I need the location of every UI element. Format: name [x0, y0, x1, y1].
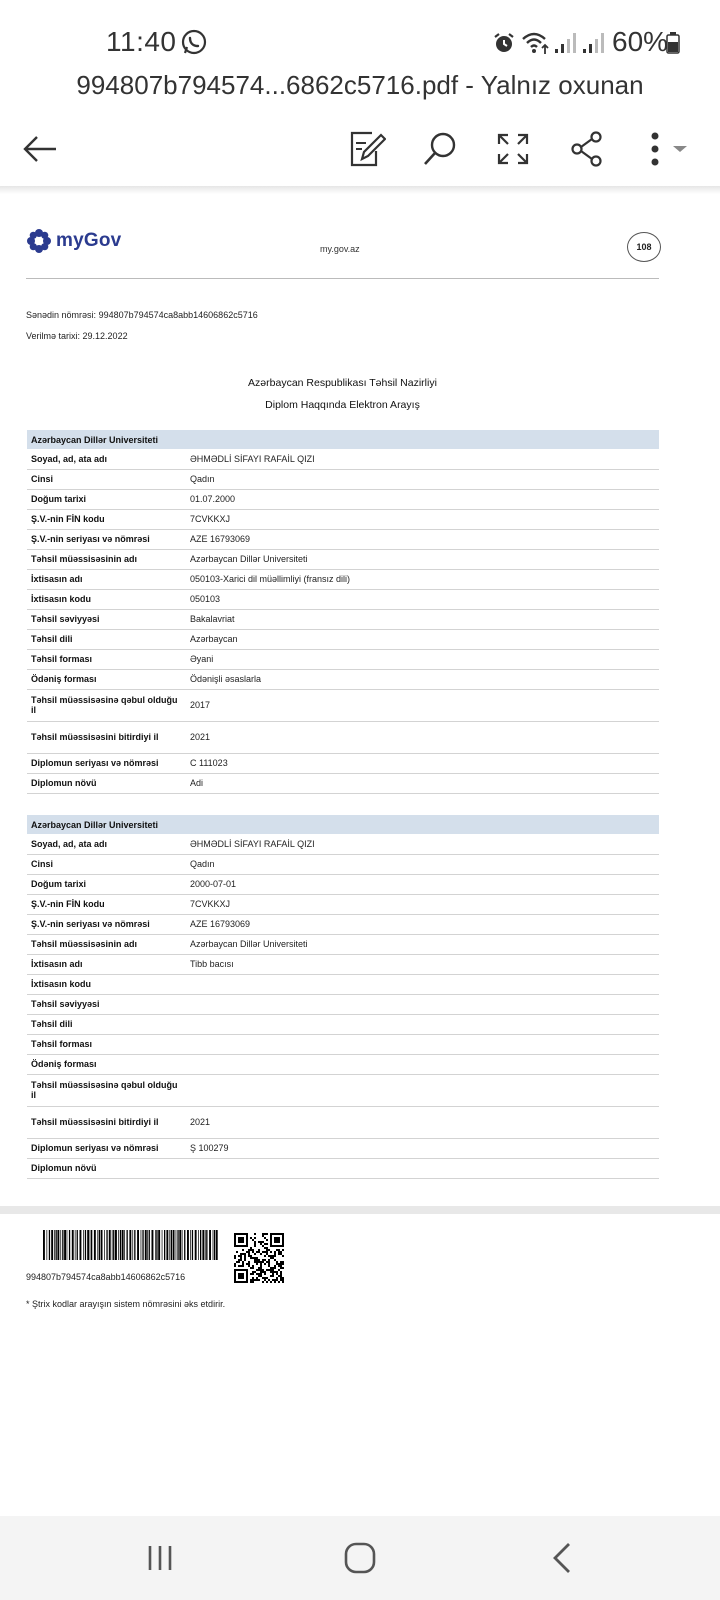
edit-button[interactable] [343, 125, 391, 173]
table-row [27, 549, 659, 569]
row-value: 050103-Xarici dil müəllimliyi (fransız dili) [185, 569, 659, 589]
document-title: 994807b794574...6862c5716.pdf - Yalnız oxunan [76, 70, 644, 100]
row-label: Cinsi [27, 854, 185, 874]
table-row [27, 669, 659, 689]
home-button[interactable] [336, 1536, 384, 1580]
row-value [185, 1054, 659, 1074]
row-label: Doğum tarixi [27, 489, 185, 509]
issue-date-label: Verilmə tarixi: [26, 331, 81, 341]
row-label: Soyad, ad, ata adı [27, 449, 185, 469]
whatsapp-icon [180, 28, 208, 56]
hotline-badge: 108 [627, 232, 661, 262]
table-row [27, 1074, 659, 1106]
row-label: Təhsil səviyyəsi [27, 994, 185, 1014]
row-label: Diplomun seriyası və nömrəsi [27, 753, 185, 773]
row-value: AZE 16793069 [185, 914, 659, 934]
row-value: 2000-07-01 [185, 874, 659, 894]
row-label: Diplomun seriyası və nömrəsi [27, 1138, 185, 1158]
pdf-page[interactable] [0, 194, 720, 1206]
row-label: Diplomun növü [27, 773, 185, 793]
row-value [185, 1074, 659, 1106]
issue-date: 29.12.2022 [82, 331, 128, 341]
battery-level: 60% [612, 26, 669, 57]
doc-number: 994807b794574ca8abb14606862c5716 [98, 310, 258, 320]
table-row [27, 834, 659, 854]
row-label: Diplomun növü [27, 1158, 185, 1178]
row-value: 2021 [185, 1106, 659, 1138]
alarm-icon [492, 31, 516, 55]
ministry-title: Azərbaycan Respublikası Təhsil Nazirliyi [248, 377, 437, 389]
row-value: 01.07.2000 [185, 489, 659, 509]
table-row [27, 1054, 659, 1074]
table-row [27, 753, 659, 773]
table-row [27, 894, 659, 914]
row-label: Təhsil səviyyəsi [27, 609, 185, 629]
row-label: Təhsil forması [27, 1034, 185, 1054]
row-value: ƏHMƏDLİ SİFAYI RAFAİL QIZI [185, 834, 659, 854]
diploma-table-1 [27, 430, 659, 794]
table-header: Azərbaycan Dillər Universiteti [27, 815, 659, 834]
row-value: 2021 [185, 721, 659, 753]
diploma-table-2 [27, 815, 659, 1179]
more-options-button[interactable] [640, 125, 700, 173]
row-label: İxtisasın adı [27, 954, 185, 974]
table-row [27, 1014, 659, 1034]
doc-type-title: Diplom Haqqında Elektron Arayış [265, 399, 420, 411]
table-row [27, 773, 659, 793]
table-row [27, 489, 659, 509]
row-label: Ödəniş forması [27, 1054, 185, 1074]
row-label: Təhsil müəssisəsini bitirdiyi il [27, 721, 185, 753]
row-label: İxtisasın adı [27, 569, 185, 589]
barcode-note: * Ştrix kodlar arayışın sistem nömrəsini əks etdirir. [26, 1299, 226, 1309]
row-value: Ödənişli əsaslarla [185, 669, 659, 689]
search-icon [422, 131, 458, 167]
table-header: Azərbaycan Dillər Universiteti [27, 430, 659, 449]
mygov-logo [26, 228, 121, 254]
row-value: Azərbaycan Dillər Universiteti [185, 934, 659, 954]
row-label: Təhsil müəssisəsinə qəbul olduğu il [27, 1074, 185, 1106]
signal-icon [581, 31, 605, 55]
navigation-bar [0, 1516, 720, 1600]
battery-icon [666, 32, 680, 54]
table-row [27, 569, 659, 589]
row-label: Ş.V.-nin FİN kodu [27, 509, 185, 529]
row-value: Ş 100279 [185, 1138, 659, 1158]
fullscreen-icon [496, 132, 530, 166]
home-icon [343, 1541, 377, 1575]
row-label: Təhsil müəssisəsini bitirdiyi il [27, 1106, 185, 1138]
row-label: Ş.V.-nin seriyası və nömrəsi [27, 914, 185, 934]
table-row [27, 609, 659, 629]
row-label: Ş.V.-nin seriyası və nömrəsi [27, 529, 185, 549]
row-value: 7CVKKXJ [185, 894, 659, 914]
table-row [27, 509, 659, 529]
row-label: Təhsil müəssisəsinə qəbul olduğu il [27, 689, 185, 721]
table-row [27, 954, 659, 974]
table-row [27, 469, 659, 489]
table-row [27, 589, 659, 609]
row-label: Təhsil müəssisəsinin adı [27, 934, 185, 954]
table-row [27, 649, 659, 669]
row-value: C 111023 [185, 753, 659, 773]
issue-date-line [26, 331, 128, 341]
page-separator [0, 1206, 720, 1214]
logo-text: myGov [56, 230, 122, 251]
search-button[interactable] [416, 125, 464, 173]
table-row [27, 449, 659, 469]
row-label: Soyad, ad, ata adı [27, 834, 185, 854]
toolbar-divider [0, 186, 720, 194]
row-value [185, 994, 659, 1014]
row-label: Təhsil forması [27, 649, 185, 669]
row-label: Doğum tarixi [27, 874, 185, 894]
recent-apps-button[interactable] [136, 1536, 184, 1580]
row-value: Azərbaycan [185, 629, 659, 649]
row-value: 050103 [185, 589, 659, 609]
table-row [27, 854, 659, 874]
row-label: İxtisasın kodu [27, 589, 185, 609]
status-time: 11:40 [106, 26, 177, 57]
barcode-text: 994807b794574ca8abb14606862c5716 [26, 1272, 186, 1282]
row-value: Tibb bacısı [185, 954, 659, 974]
row-label: Təhsil dili [27, 1014, 185, 1034]
nav-back-button[interactable] [538, 1536, 586, 1580]
edit-icon [348, 129, 386, 169]
table-row [27, 721, 659, 753]
table-row [27, 974, 659, 994]
row-value: 2017 [185, 689, 659, 721]
table-row [27, 1106, 659, 1138]
row-label: Ş.V.-nin FİN kodu [27, 894, 185, 914]
row-value [185, 1014, 659, 1034]
row-value: Adi [185, 773, 659, 793]
share-icon [570, 131, 604, 167]
table-row [27, 629, 659, 649]
more-icon [645, 131, 695, 167]
row-value: Qadın [185, 854, 659, 874]
row-value [185, 1158, 659, 1178]
table-row [27, 1158, 659, 1178]
row-value: Bakalavriat [185, 609, 659, 629]
mygov-flower-icon [26, 228, 52, 254]
toolbar [0, 115, 720, 185]
doc-number-line [26, 310, 258, 320]
row-value: AZE 16793069 [185, 529, 659, 549]
row-label: Ödəniş forması [27, 669, 185, 689]
table-row [27, 689, 659, 721]
doc-number-label: Sənədin nömrəsi: [26, 310, 97, 320]
row-value [185, 1034, 659, 1054]
row-label: Cinsi [27, 469, 185, 489]
row-value [185, 974, 659, 994]
row-label: Təhsil müəssisəsinin adı [27, 549, 185, 569]
recent-apps-icon [145, 1543, 175, 1573]
row-value: Əyani [185, 649, 659, 669]
table-row [27, 1034, 659, 1054]
qr-code [234, 1233, 284, 1283]
row-label: İxtisasın kodu [27, 974, 185, 994]
table-row [27, 994, 659, 1014]
status-bar [0, 0, 720, 80]
wifi-icon [521, 30, 551, 56]
back-icon [549, 1541, 575, 1575]
site-url: my.gov.az [320, 244, 360, 254]
row-value: ƏHMƏDLİ SİFAYI RAFAİL QIZI [185, 449, 659, 469]
fullscreen-button[interactable] [489, 125, 537, 173]
back-arrow-icon [22, 134, 58, 164]
table-row [27, 874, 659, 894]
row-label: Təhsil dili [27, 629, 185, 649]
share-button[interactable] [563, 125, 611, 173]
row-value: Azərbaycan Dillər Universiteti [185, 549, 659, 569]
table-row [27, 1138, 659, 1158]
row-value: Qadın [185, 469, 659, 489]
row-value: 7CVKKXJ [185, 509, 659, 529]
table-row [27, 934, 659, 954]
barcode [43, 1230, 219, 1260]
signal-icon [553, 31, 577, 55]
back-button[interactable] [16, 125, 64, 173]
table-row [27, 529, 659, 549]
table-row [27, 914, 659, 934]
header-divider [26, 278, 659, 279]
